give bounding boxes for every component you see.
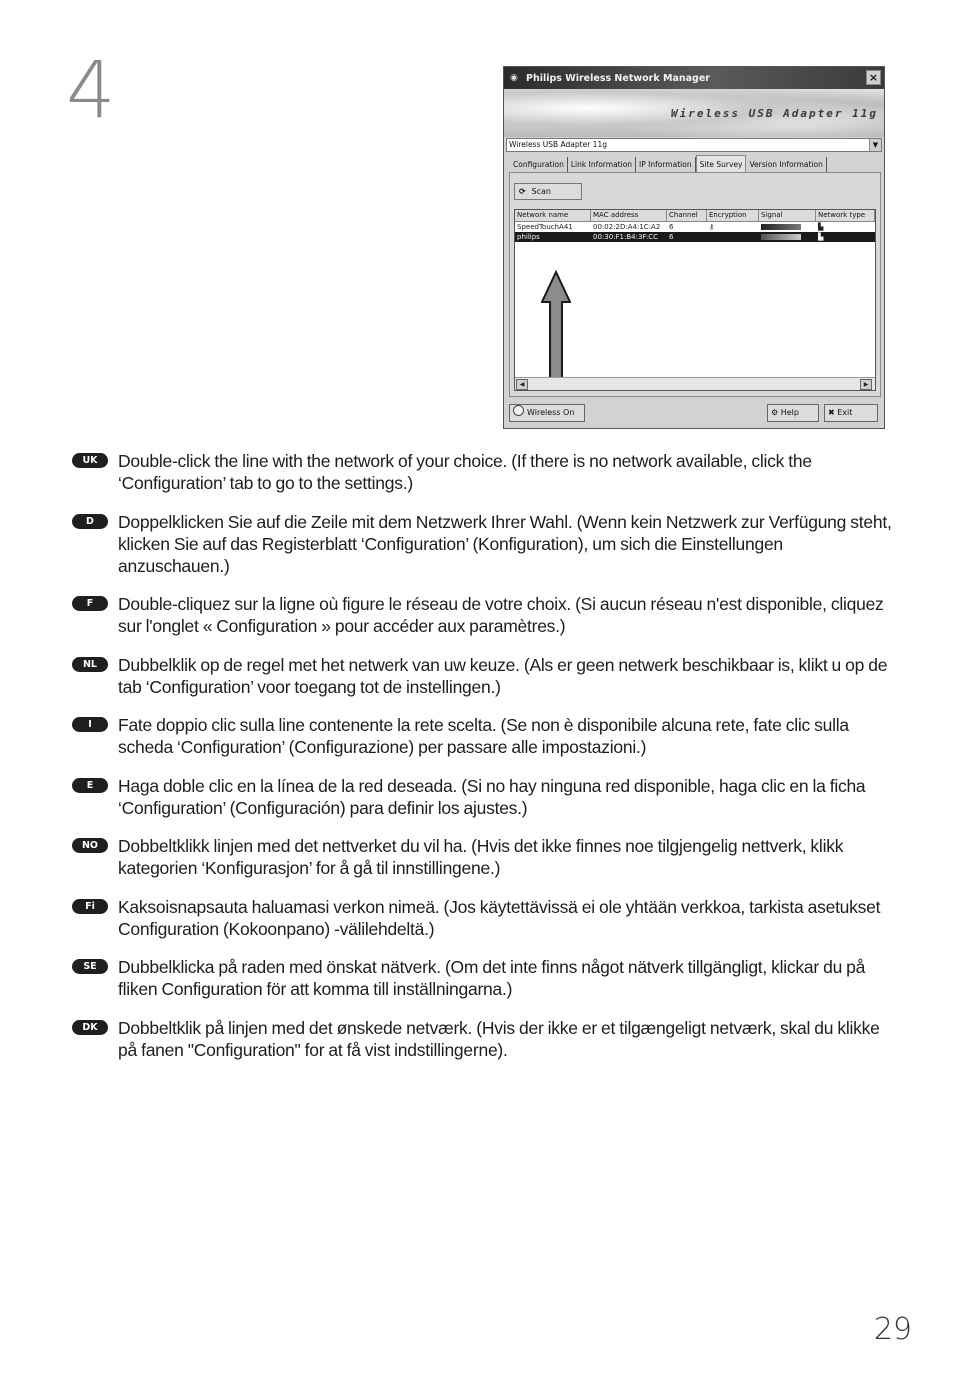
pointer-arrow-icon: [541, 270, 571, 390]
wireless-on-button[interactable]: [509, 404, 585, 422]
signal-bar: [759, 222, 816, 232]
exit-icon: ✖: [828, 408, 835, 417]
instruction-e: [72, 775, 892, 819]
chevron-down-icon[interactable]: ▼: [869, 139, 881, 151]
key-icon: ⚷: [709, 223, 715, 231]
tab-version-information[interactable]: Version Information: [746, 157, 826, 172]
lang-badge: DK: [72, 1020, 108, 1035]
scroll-left-icon[interactable]: ◀: [516, 379, 528, 390]
signal-bar: [759, 232, 816, 242]
instruction-f: [72, 593, 892, 637]
column-header[interactable]: Encryption: [707, 210, 759, 221]
lang-badge: NL: [72, 657, 108, 672]
column-header[interactable]: Signal: [759, 210, 816, 221]
tab-ip-information[interactable]: IP Information: [636, 157, 696, 172]
instruction-text: Dobbeltklik på linjen med det ønskede netværk. (Hvis der ikke er et tilgængeligt netværk, skal du klikke på fanen "Configuration" for at få vist indstillingerne).: [118, 1018, 880, 1060]
page-number: 29: [873, 1312, 912, 1347]
column-header[interactable]: Network name: [515, 210, 591, 221]
instruction-no: [72, 835, 892, 879]
instruction-text: Fate doppio clic sulla line contenente la rete scelta. (Se non è disponibile alcuna rete, fate clic sulla scheda ‘Configuration’ (Configurazione) per passare alle impostazioni.): [118, 715, 849, 757]
instruction-text: Doppelklicken Sie auf die Zeile mit dem Netzwerk Ihrer Wahl. (Wenn kein Netzwerk zur Verfügung steht, klicken Sie auf das Registerblatt ‘Configuration’ (Konfiguration), um sich die Einstellungen anzuschauen.): [118, 512, 892, 576]
instruction-nl: [72, 654, 892, 698]
table-row-selected[interactable]: [515, 232, 875, 242]
scan-label: Scan: [531, 187, 551, 196]
network-name: philips: [517, 233, 540, 241]
instruction-text: Double-cliquez sur la ligne où figure le réseau de votre choix. (Si aucun réseau n'est disponible, cliquez sur l'onglet « Configuration » pour accéder aux paramètres.): [118, 594, 884, 636]
lang-badge: Fi: [72, 899, 108, 914]
window-titlebar: [504, 67, 884, 89]
tab-link-information[interactable]: Link Information: [568, 157, 636, 172]
encryption-empty: [707, 232, 759, 242]
column-header[interactable]: MAC address: [591, 210, 667, 221]
instruction-uk: [72, 450, 892, 494]
lang-badge: NO: [72, 838, 108, 853]
lang-badge: UK: [72, 453, 108, 468]
banner: [504, 89, 884, 137]
adapter-select-value: Wireless USB Adapter 11g: [509, 140, 607, 149]
mac-address: 00:02:2D:A4:1C:A2: [593, 223, 661, 231]
adapter-select[interactable]: [506, 138, 882, 152]
instruction-se: [72, 956, 892, 1000]
exit-label: Exit: [837, 408, 853, 417]
tab-site-survey[interactable]: Site Survey: [696, 155, 747, 172]
tab-bar: [510, 157, 827, 172]
lang-badge: D: [72, 514, 108, 529]
scan-icon: ⟳: [519, 187, 526, 196]
site-survey-panel: [509, 172, 881, 397]
channel: 6: [669, 223, 674, 231]
mac-address: 00:30:F1:B4:3F:CC: [593, 233, 659, 241]
lang-badge: E: [72, 778, 108, 793]
lang-badge: F: [72, 596, 108, 611]
exit-button[interactable]: [824, 404, 878, 422]
infrastructure-icon: ▙: [818, 233, 824, 241]
wireless-manager-screenshot: [503, 66, 885, 429]
instruction-d: [72, 511, 892, 577]
window-title: Philips Wireless Network Manager: [526, 72, 710, 84]
list-header: [515, 210, 875, 222]
instruction-i: [72, 714, 892, 758]
infrastructure-icon: ▙: [818, 223, 824, 231]
scroll-right-icon[interactable]: ▶: [860, 379, 872, 390]
banner-text: Wireless USB Adapter 11g: [671, 107, 878, 120]
column-header[interactable]: Network type: [816, 210, 875, 221]
radio-icon: [513, 405, 524, 416]
column-header[interactable]: Channel: [667, 210, 707, 221]
table-row[interactable]: [515, 222, 875, 232]
help-icon: ⚙: [771, 408, 779, 417]
scan-button[interactable]: [514, 183, 582, 200]
instruction-text: Haga doble clic en la línea de la red deseada. (Si no hay ninguna red disponible, haga clic en la ficha ‘Configuration’ (Configuración) para definir los ajustes.): [118, 776, 866, 818]
tab-configuration[interactable]: Configuration: [510, 157, 568, 172]
help-label: Help: [780, 408, 799, 417]
close-button[interactable]: ×: [866, 70, 881, 85]
instruction-text: Dubbelklicka på raden med önskat nätverk. (Om det inte finns något nätverk tillgängligt, klickar du på fliken Configuration för att komma till inställningarna.): [118, 957, 866, 999]
instruction-text: Dubbelklik op de regel met het netwerk van uw keuze. (Als er geen netwerk beschikbaar is, klikt u op de tab ‘Configuration’ voor toegang tot de instellingen.): [118, 655, 888, 697]
help-button[interactable]: [767, 404, 819, 422]
instruction-text: Dobbeltklikk linjen med det nettverket du vil ha. (Hvis det ikke finnes noe tilgjengelig nettverk, klikk kategorien ‘Konfigurasjon’ for å gå til innstillingene.): [118, 836, 844, 878]
instruction-text: Kaksoisnapsauta haluamasi verkon nimeä. (Jos käytettävissä ei ole yhtään verkkoa, tarkista asetukset Configuration (Kokoonpano) -välilehdeltä.): [118, 897, 881, 939]
app-icon: ◉: [510, 73, 518, 83]
lang-badge: I: [72, 717, 108, 732]
step-number: 4: [66, 46, 114, 136]
instruction-text: Double-click the line with the network of your choice. (If there is no network available, click the ‘Configuration’ tab to go to the settings.): [118, 451, 812, 493]
channel: 6: [669, 233, 674, 241]
wireless-on-label: Wireless On: [527, 408, 575, 417]
network-name: SpeedTouchA41: [517, 223, 573, 231]
network-list[interactable]: [514, 209, 876, 391]
horizontal-scrollbar[interactable]: [515, 377, 875, 390]
lang-badge: SE: [72, 959, 108, 974]
instruction-fi: [72, 896, 892, 940]
instruction-dk: [72, 1017, 892, 1061]
